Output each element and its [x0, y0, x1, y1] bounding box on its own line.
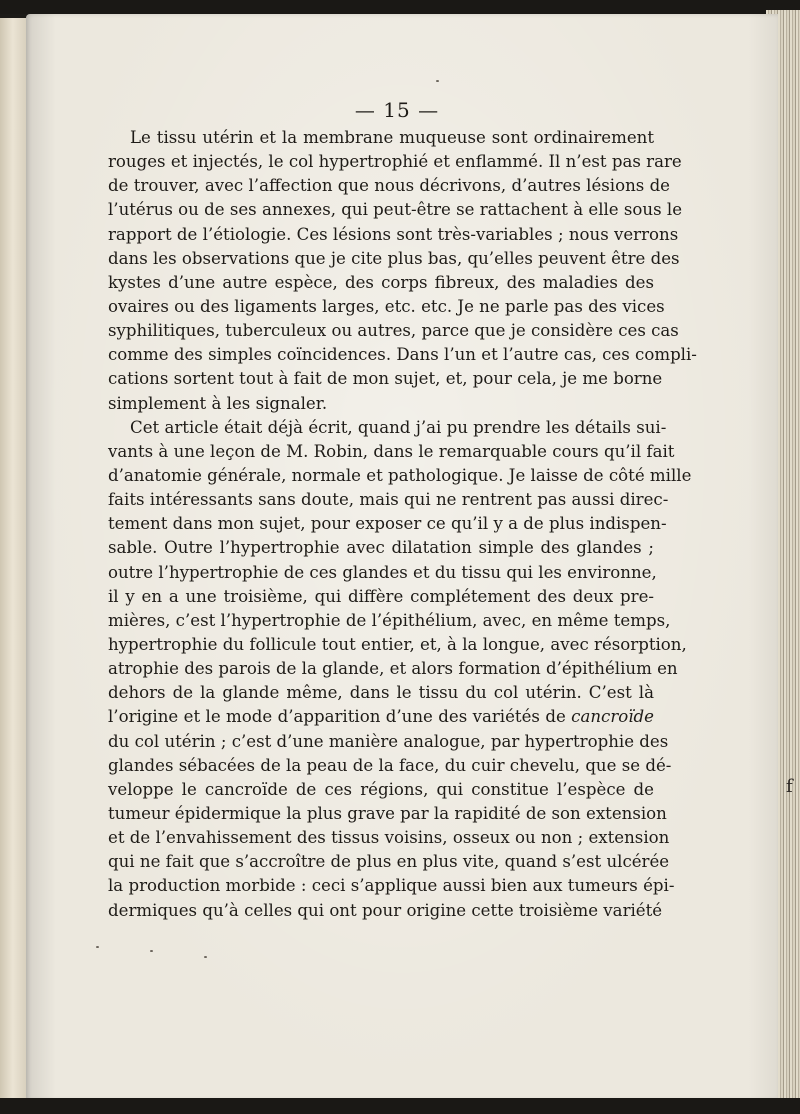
text-line: dehors de la glande même, dans le tissu du col utérin. C’est là	[108, 683, 654, 703]
text-line: veloppe le cancroïde de ces régions, qui constitue l’espèce de	[108, 779, 654, 799]
text-line: syphilitiques, tuberculeux ou autres, parce que je considère ces cas	[108, 321, 679, 341]
body-text	[108, 126, 697, 923]
text-line: rapport de l’étiologie. Ces lésions sont très-variables ; nous verrons	[108, 224, 679, 244]
text-line: dermiques qu’à celles qui ont pour origine cette troisième variété	[108, 900, 663, 920]
text-line: simplement à les signaler.	[108, 393, 328, 413]
text-line: mières, c’est l’hypertrophie de l’épithélium, avec, en même temps,	[108, 610, 671, 630]
paper-fleck	[96, 946, 99, 948]
text-line: outre l’hypertrophie de ces glandes et du tissu qui les environne,	[108, 562, 657, 582]
text-line: qui ne fait que s’accroître de plus en plus vite, quand s’est ulcérée	[108, 852, 670, 872]
paper-fleck	[436, 80, 439, 82]
text-line-start: l’origine et le mode d’apparition d’une des variétés de	[108, 707, 566, 727]
text-line: et de l’envahissement des tissus voisins, osseux ou non ; extension	[108, 828, 670, 848]
italic-term: cancroïde	[571, 707, 654, 727]
text-line: Cet article était déjà écrit, quand j’ai pu prendre les détails sui-	[130, 417, 667, 437]
paper-fleck	[204, 956, 207, 958]
text-line: sable. Outre l’hypertrophie avec dilatation simple des glandes ;	[108, 538, 654, 558]
text-line: ovaires ou des ligaments larges, etc. etc. Je ne parle pas des vices	[108, 296, 665, 316]
page-number: — 15 —	[354, 98, 440, 122]
scan-bottom-border	[0, 1098, 800, 1114]
text-line: il y en a une troisième, qui diffère complétement des deux pre-	[108, 586, 654, 606]
text-line: atrophie des parois de la glande, et alors formation d’épithélium en	[108, 659, 678, 679]
text-line: la production morbide : ceci s’applique aussi bien aux tumeurs épi-	[108, 876, 675, 896]
text-line: comme des simples coïncidences. Dans l’un et l’autre cas, ces compli-	[108, 345, 697, 365]
text-line: l’utérus ou de ses annexes, qui peut-être se rattachent à elle sous le	[108, 200, 683, 220]
text-line: dans les observations que je cite plus bas, qu’elles peuvent être des	[108, 248, 680, 268]
text-line	[108, 705, 654, 729]
text-line: tement dans mon sujet, pour exposer ce qu’il y a de plus indispen-	[108, 514, 667, 534]
text-line: de trouver, avec l’affection que nous décrivons, d’autres lésions de	[108, 176, 671, 196]
paper-fleck	[150, 950, 153, 952]
text-line: vants à une leçon de M. Robin, dans le remarquable cours qu’il fait	[108, 441, 675, 461]
text-line: tumeur épidermique la plus grave par la rapidité de son extension	[108, 803, 667, 823]
text-line: du col utérin ; c’est d’une manière analogue, par hypertrophie des	[108, 731, 669, 751]
text-line: faits intéressants sans doute, mais qui ne rentrent pas aussi direc-	[108, 490, 669, 510]
text-line: hypertrophie du follicule tout entier, et, à la longue, avec résorption,	[108, 634, 687, 654]
scan-top-border	[0, 0, 800, 14]
text-line: kystes d’une autre espèce, des corps fibreux, des maladies des	[108, 272, 654, 292]
text-line: Le tissu utérin et la membrane muqueuse sont ordinairement	[130, 128, 654, 147]
margin-mark: f	[786, 776, 793, 797]
text-line: glandes sébacées de la peau de la face, du cuir chevelu, que se dé-	[108, 755, 672, 775]
text-line: cations sortent tout à fait de mon sujet, et, pour cela, je me borne	[108, 369, 663, 389]
text-line: rouges et injectés, le col hypertrophié et enflammé. Il n’est pas rare	[108, 152, 682, 172]
text-line: d’anatomie générale, normale et pathologique. Je laisse de côté mille	[108, 465, 692, 485]
